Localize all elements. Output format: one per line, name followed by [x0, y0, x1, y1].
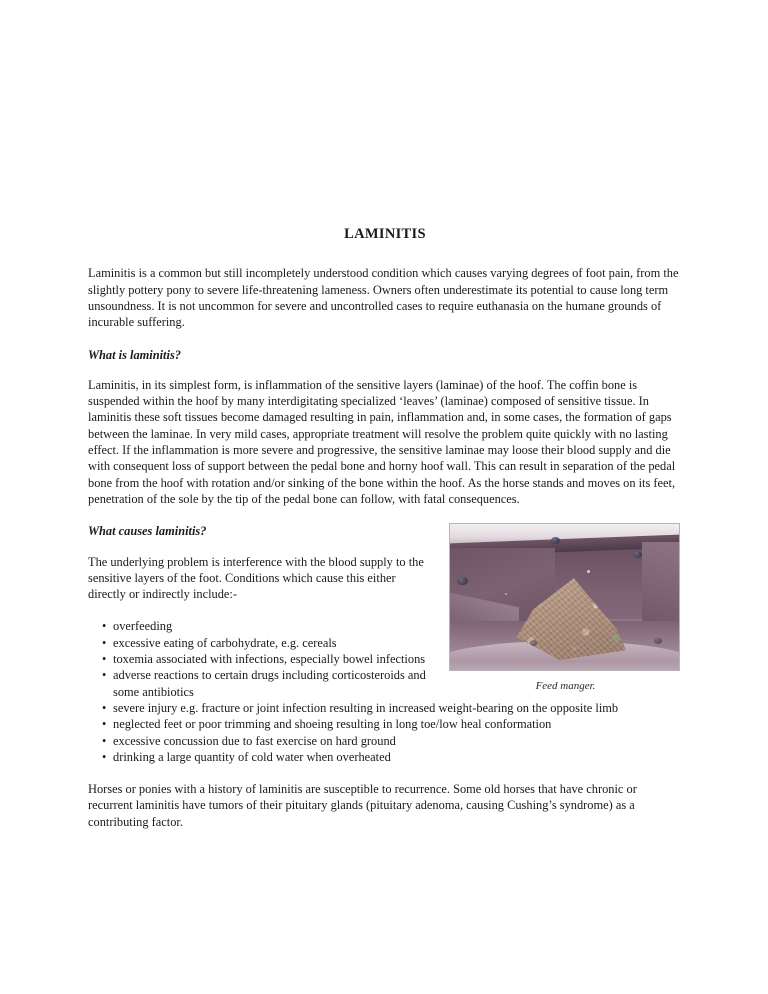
- list-item: • overfeeding: [88, 618, 682, 634]
- photo-bolt-icon: [457, 577, 468, 585]
- list-item: • toxemia associated with infections, especially bowel infections: [88, 651, 682, 667]
- section-heading-what-causes-laminitis: What causes laminitis?: [88, 524, 207, 539]
- list-item: • adverse reactions to certain drugs including corticosteroids and some antibiotics: [88, 667, 682, 700]
- list-item: • neglected feet or poor trimming and shoeing resulting in long toe/low heal conformation: [88, 716, 682, 732]
- list-item: • drinking a large quantity of cold water when overheated: [88, 749, 682, 765]
- list-item: • severe injury e.g. fracture or joint infection resulting in increased weight-bearing on the opposite limb: [88, 700, 682, 716]
- list-item: • excessive eating of carbohydrate, e.g. cereals: [88, 635, 682, 651]
- section-paragraph-what-is-laminitis: Laminitis, in its simplest form, is inflammation of the sensitive layers (laminae) of the hoof. The coffin bone is suspended within the hoof by many interdigitating specialized ‘leaves’ (laminae) composed of sensitive tissue. In laminitis these soft tissues become damaged resulting in pain, inflammation and, in some cases, the formation of gaps between the laminae. In very mild cases, appropriate treatment will resolve the problem quite quickly with no lasting effect. If the inflammation is more severe and progressive, the sensitive laminae may loose their blood supply and die with consequent loss of support between the pedal bone and horny hoof wall. This can result in separation of the pedal bone from the hoof with rotation and/or sinking of the bone within the hoof. As the horse stands and moves on its feet, penetration of the sole by the tip of the pedal bone can follow, with fatal consequences.: [88, 377, 676, 506]
- page-title: LAMINITIS: [344, 226, 426, 242]
- photo-bolt-icon: [633, 551, 642, 558]
- photo-speck: [505, 593, 507, 595]
- intro-paragraph: Laminitis is a common but still incompletely understood condition which causes varying degrees of foot pain, from the slightly pottery pony to severe life-threatening lameness. Owners often underestimate its potential to cause long term unsoundness. It is not uncommon for severe and uncontrolled cases to require euthanasia on the humane grounds of incurable suffering.: [88, 266, 679, 330]
- document-content: [88, 226, 682, 846]
- closing-paragraph: Horses or ponies with a history of laminitis are susceptible to recurrence. Some old horses that have chronic or recurrent laminitis have tumors of their pituitary glands (pituitary adenoma, causing Cushing’s syndrome) as a contributing factor.: [88, 782, 637, 829]
- section-paragraph-what-causes-laminitis: The underlying problem is interference with the blood supply to the sensitive layers of the foot. Conditions which cause this either directly or indirectly include:-: [88, 554, 424, 602]
- figure-caption: Feed manger.: [535, 680, 596, 693]
- causes-list: [88, 618, 682, 765]
- list-item: • excessive concussion due to fast exercise on hard ground: [88, 733, 682, 749]
- section-heading-what-is-laminitis: What is laminitis?: [88, 347, 181, 362]
